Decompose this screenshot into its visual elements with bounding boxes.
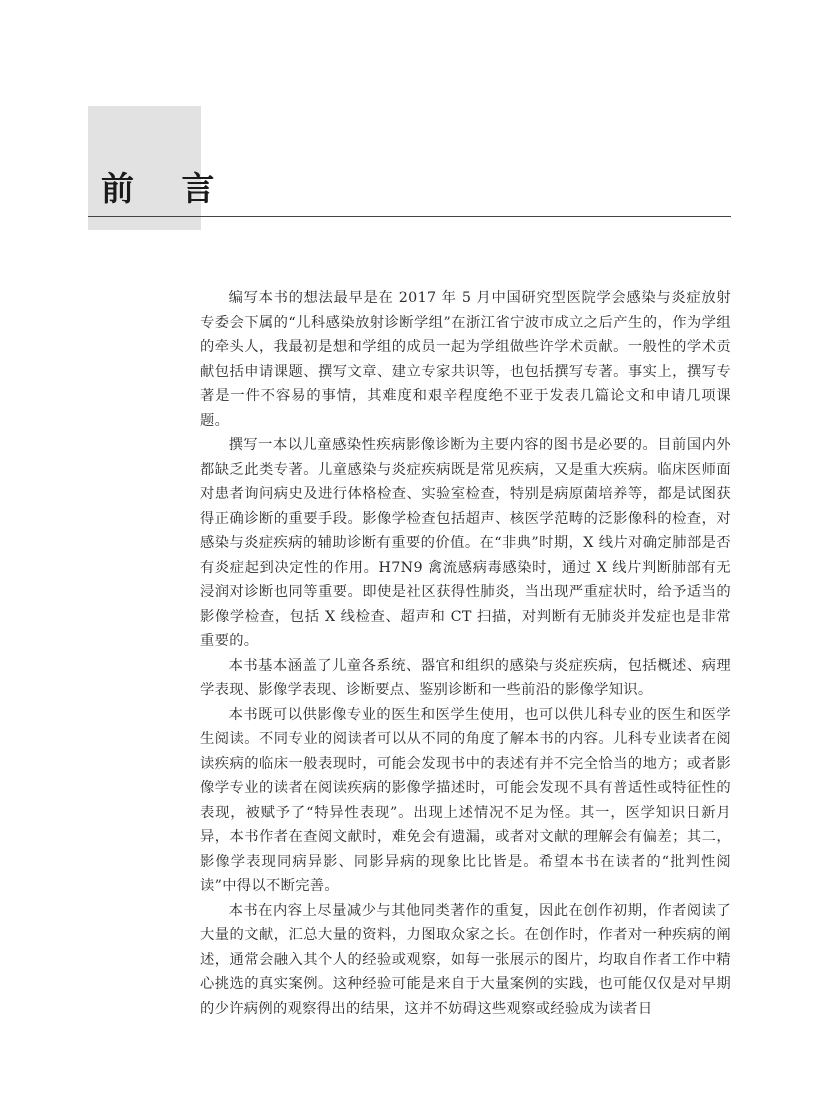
paragraph: 编写本书的想法最早是在 2017 年 5 月中国研究型医院学会感染与炎症放射专委会下属的“儿科感染放射诊断学组”在浙江省宁波市成立之后产生的，作为学组的牵头人，我最初是想和学组的成员一起为学组做些许学术贡献。一般性的学术贡献包括申请课题、撰写文章、建立专家共识等，也包括撰写专著。事实上，撰写专著是一件不容易的事情，其难度和艰辛程度绝不亚于发表几篇论文和申请几项课题。 [200, 290, 731, 429]
title-divider [88, 216, 731, 217]
paragraph: 本书基本涵盖了儿童各系统、器官和组织的感染与炎症疾病，包括概述、病理学表现、影像学表现、诊断要点、鉴别诊断和一些前沿的影像学知识。 [200, 657, 731, 698]
page-title: 前 言 [101, 169, 233, 208]
title-background-block [88, 106, 201, 230]
paragraph: 本书既可以供影像专业的医生和医学生使用，也可以供儿科专业的医生和医学生阅读。不同专业的阅读者可以从不同的角度了解本书的内容。儿科专业读者在阅读疾病的临床一般表现时，可能会发现书中的表述有并不完全恰当的地方；或者影像学专业的读者在阅读疾病的影像学描述时，可能会发现不具有普适性或特征性的表现，被赋予了“特异性表现”。出现上述情况不足为怪。其一，医学知识日新月异，本书作者在查阅文献时，难免会有遗漏，或者对文献的理解会有偏差；其二，影像学表现同病异影、同影异病的现象比比皆是。希望本书在读者的“批判性阅读”中得以不断完善。 [200, 706, 731, 894]
paragraph: 本书在内容上尽量减少与其他同类著作的重复，因此在创作初期，作者阅读了大量的文献，汇总大量的资料，力图取众家之长。在创作时，作者对一种疾病的阐述，通常会融入其个人的经验或观察，如每一张展示的图片，均取自作者工作中精心挑选的真实案例。这种经验可能是来自于大量案例的实践，也可能仅仅是对早期的少许病例的观察得出的结果，这并不妨碍这些观察或经验成为读者日 [200, 902, 731, 1017]
paragraph: 撰写一本以儿童感染性疾病影像诊断为主要内容的图书是必要的。目前国内外都缺乏此类专著。儿童感染与炎症疾病既是常见疾病，又是重大疾病。临床医师面对患者询问病史及进行体格检查、实验室检查，特别是病原菌培养等，都是试图获得正确诊断的重要手段。影像学检查包括超声、核医学范畴的泛影像科的检查，对感染与炎症疾病的辅助诊断有重要的价值。在“非典”时期，X 线片对确定肺部是否有炎症起到决定性的作用。H7N9 禽流感病毒感染时，通过 X 线片判断肺部有无浸润对诊断也同等重要。即使是社区获得性肺炎，当出现严重症状时，给予适当的影像学检查，包括 X 线检查、超声和 CT 扫描，对判断有无肺炎并发症也是非常重要的。 [200, 437, 731, 649]
body-text [200, 286, 731, 1021]
